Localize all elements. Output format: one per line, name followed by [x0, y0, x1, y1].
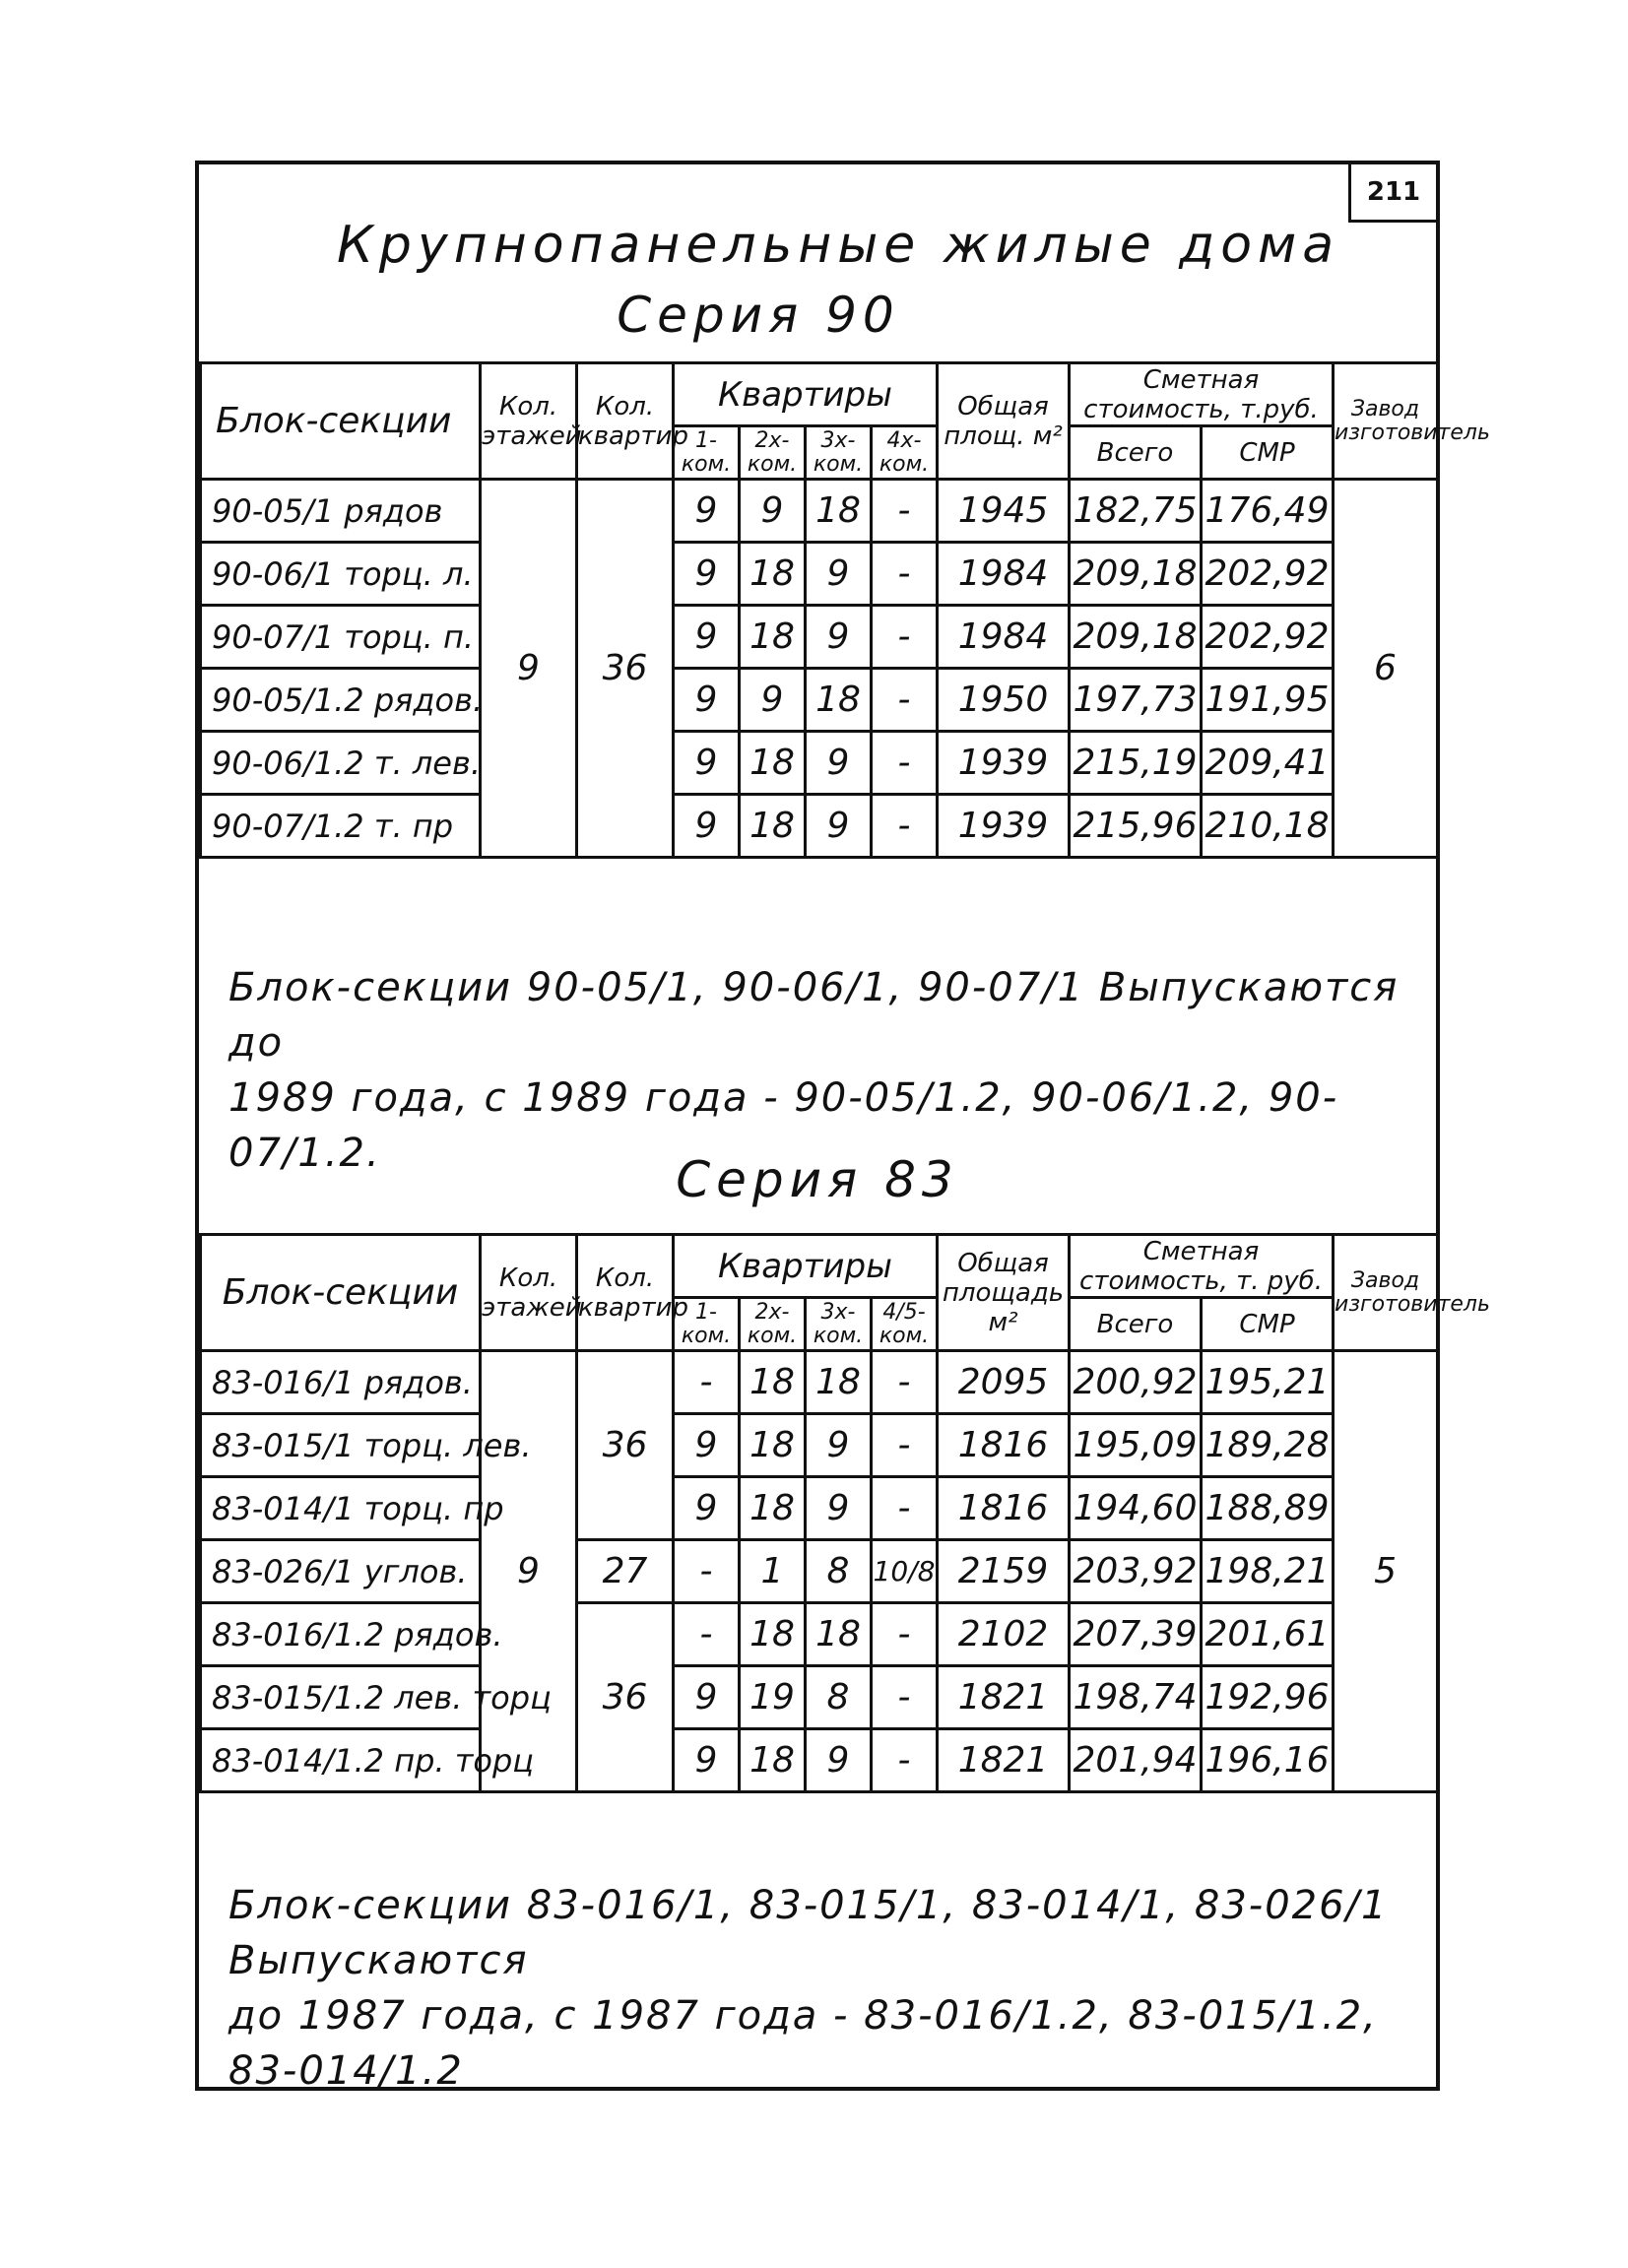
series-83-table — [199, 1233, 1490, 1793]
header-cost-smr: СМР — [1202, 1298, 1334, 1351]
header-1-room: 1-ком. — [674, 1298, 740, 1351]
r2-value: 9 — [740, 480, 806, 543]
header-apartments-count: Кол. квартир — [577, 1235, 674, 1351]
table-row — [201, 1729, 1438, 1792]
r2-value: 18 — [740, 795, 806, 858]
plant-value: 5 — [1334, 1351, 1438, 1792]
header-cost-total: Всего — [1070, 1298, 1202, 1351]
r3-value: 9 — [806, 606, 872, 669]
series-90-note-line-2: 1989 года, с 1989 года - 90-05/1.2, 90-06/1.2, 90-07/1.2. — [228, 1075, 1339, 1176]
table-row — [201, 1477, 1438, 1540]
header-4-5-room: 4/5-ком. — [872, 1298, 938, 1351]
cost-smr-value: 191,95 — [1202, 669, 1334, 732]
r2-value: 18 — [740, 606, 806, 669]
area-value: 1816 — [938, 1414, 1070, 1477]
apartments-value: 36 — [577, 1351, 674, 1540]
cost-smr-value: 202,92 — [1202, 543, 1334, 606]
r3-value: 9 — [806, 543, 872, 606]
header-total-area: Общая площадь м² — [938, 1235, 1070, 1351]
cost-smr-value: 176,49 — [1202, 480, 1334, 543]
r2-value: 1 — [740, 1540, 806, 1603]
series-83-note-line-1: Блок-секции 83-016/1, 83-015/1, 83-014/1, 83-026/1 Выпускаются — [228, 1883, 1389, 1983]
table-row — [201, 1603, 1438, 1666]
cost-smr-value: 188,89 — [1202, 1477, 1334, 1540]
r1-value: 9 — [674, 606, 740, 669]
area-value: 1984 — [938, 606, 1070, 669]
r1-value: - — [674, 1351, 740, 1414]
row-name: 90-05/1 рядов — [201, 480, 481, 543]
apartments-value: 36 — [577, 480, 674, 858]
r4-value: - — [872, 1414, 938, 1477]
cost-total-value: 197,73 — [1070, 669, 1202, 732]
r4-value: - — [872, 1477, 938, 1540]
table-row — [201, 480, 1438, 543]
r1-value: 9 — [674, 480, 740, 543]
r4-value: - — [872, 1603, 938, 1666]
cost-smr-value: 210,18 — [1202, 795, 1334, 858]
document-title: Крупнопанельные жилые дома — [337, 216, 1340, 275]
area-value: 1984 — [938, 543, 1070, 606]
header-estimated-cost: Сметная стоимость, т. руб. — [1070, 1235, 1334, 1298]
r3-value: 18 — [806, 480, 872, 543]
plant-value: 6 — [1334, 480, 1438, 858]
cost-total-value: 194,60 — [1070, 1477, 1202, 1540]
r4-value: - — [872, 606, 938, 669]
table-row — [201, 1351, 1438, 1414]
header-cost-total: Всего — [1070, 426, 1202, 480]
r4-value: - — [872, 543, 938, 606]
cost-total-value: 200,92 — [1070, 1351, 1202, 1414]
r4-value: - — [872, 1666, 938, 1729]
header-manufacturer: Завод изготовитель — [1334, 363, 1438, 480]
r3-value: 9 — [806, 732, 872, 795]
table-row — [201, 543, 1438, 606]
r2-value: 9 — [740, 669, 806, 732]
r3-value: 9 — [806, 1729, 872, 1792]
row-name: 83-015/1 торц. лев. — [201, 1414, 481, 1477]
header-1-room: 1-ком. — [674, 426, 740, 480]
r1-value: - — [674, 1603, 740, 1666]
header-apartments-group: Квартиры — [674, 1235, 938, 1298]
series-83-note — [228, 1878, 1406, 2099]
row-name: 90-07/1.2 т. пр — [201, 795, 481, 858]
r1-value: - — [674, 1540, 740, 1603]
cost-smr-value: 201,61 — [1202, 1603, 1334, 1666]
header-floors: Кол. этажей — [481, 1235, 577, 1351]
r4-value: - — [872, 795, 938, 858]
area-value: 1945 — [938, 480, 1070, 543]
r3-value: 9 — [806, 795, 872, 858]
cost-total-value: 201,94 — [1070, 1729, 1202, 1792]
series-83-heading: Серия 83 — [676, 1151, 959, 1208]
cost-total-value: 198,74 — [1070, 1666, 1202, 1729]
r2-value: 18 — [740, 1414, 806, 1477]
row-name: 90-06/1 торц. л. — [201, 543, 481, 606]
r4-value: - — [872, 669, 938, 732]
table-row — [201, 669, 1438, 732]
row-name: 83-026/1 углов. — [201, 1540, 481, 1603]
r2-value: 18 — [740, 543, 806, 606]
area-value: 1816 — [938, 1477, 1070, 1540]
header-block-sections: Блок-секции — [201, 1235, 481, 1351]
header-floors: Кол. этажей — [481, 363, 577, 480]
cost-total-value: 209,18 — [1070, 606, 1202, 669]
cost-smr-value: 189,28 — [1202, 1414, 1334, 1477]
r4-value: - — [872, 480, 938, 543]
r2-value: 18 — [740, 732, 806, 795]
cost-total-value: 209,18 — [1070, 543, 1202, 606]
series-90-note-line-1: Блок-секции 90-05/1, 90-06/1, 90-07/1 Выпускаются до — [228, 965, 1400, 1066]
header-manufacturer: Завод изготовитель — [1334, 1235, 1438, 1351]
table-row — [201, 795, 1438, 858]
cost-smr-value: 202,92 — [1202, 606, 1334, 669]
cost-total-value: 207,39 — [1070, 1603, 1202, 1666]
row-name: 83-014/1.2 пр. торц — [201, 1729, 481, 1792]
series-90-note — [228, 960, 1406, 1181]
header-apartments-group: Квартиры — [674, 363, 938, 426]
apartments-value: 36 — [577, 1603, 674, 1792]
header-block-sections: Блок-секции — [201, 363, 481, 480]
r2-value: 18 — [740, 1351, 806, 1414]
series-90-heading: Серия 90 — [617, 287, 900, 344]
cost-smr-value: 192,96 — [1202, 1666, 1334, 1729]
r1-value: 9 — [674, 1729, 740, 1792]
header-cost-smr: СМР — [1202, 426, 1334, 480]
area-value: 1939 — [938, 795, 1070, 858]
area-value: 2102 — [938, 1603, 1070, 1666]
series-90-table — [199, 361, 1490, 859]
header-2-room: 2х-ком. — [740, 426, 806, 480]
r3-value: 18 — [806, 1603, 872, 1666]
title-block — [199, 164, 1436, 361]
r1-value: 9 — [674, 1477, 740, 1540]
row-name: 90-05/1.2 рядов. — [201, 669, 481, 732]
apartments-value: 27 — [577, 1540, 674, 1603]
area-value: 2095 — [938, 1351, 1070, 1414]
area-value: 2159 — [938, 1540, 1070, 1603]
header-3-room: 3х-ком. — [806, 1298, 872, 1351]
area-value: 1950 — [938, 669, 1070, 732]
cost-total-value: 215,96 — [1070, 795, 1202, 858]
table-row — [201, 1540, 1438, 1603]
r2-value: 18 — [740, 1729, 806, 1792]
cost-total-value: 195,09 — [1070, 1414, 1202, 1477]
r4-value: - — [872, 732, 938, 795]
r4-value: 10/8 — [872, 1540, 938, 1603]
table-row — [201, 606, 1438, 669]
r4-value: - — [872, 1351, 938, 1414]
floors-value: 9 — [481, 1351, 577, 1792]
cost-smr-value: 209,41 — [1202, 732, 1334, 795]
row-name: 90-06/1.2 т. лев. — [201, 732, 481, 795]
header-4-room: 4х-ком. — [872, 426, 938, 480]
header-total-area: Общая площ. м² — [938, 363, 1070, 480]
r1-value: 9 — [674, 1666, 740, 1729]
header-3-room: 3х-ком. — [806, 426, 872, 480]
cost-smr-value: 198,21 — [1202, 1540, 1334, 1603]
table-row — [201, 1414, 1438, 1477]
r1-value: 9 — [674, 732, 740, 795]
r3-value: 9 — [806, 1477, 872, 1540]
r1-value: 9 — [674, 543, 740, 606]
floors-value: 9 — [481, 480, 577, 858]
table-row — [201, 732, 1438, 795]
row-name: 83-016/1.2 рядов. — [201, 1603, 481, 1666]
cost-total-value: 203,92 — [1070, 1540, 1202, 1603]
row-name: 83-015/1.2 лев. торц — [201, 1666, 481, 1729]
row-name: 83-014/1 торц. пр — [201, 1477, 481, 1540]
r1-value: 9 — [674, 669, 740, 732]
r4-value: - — [872, 1729, 938, 1792]
table-row — [201, 1666, 1438, 1729]
series-83-note-line-2: до 1987 года, с 1987 года - 83-016/1.2, 83-015/1.2, 83-014/1.2 — [228, 1993, 1378, 2094]
header-apartments-count: Кол. квартир — [577, 363, 674, 480]
r3-value: 8 — [806, 1540, 872, 1603]
r1-value: 9 — [674, 795, 740, 858]
r2-value: 18 — [740, 1603, 806, 1666]
area-value: 1821 — [938, 1729, 1070, 1792]
r3-value: 18 — [806, 1351, 872, 1414]
cost-total-value: 215,19 — [1070, 732, 1202, 795]
r3-value: 18 — [806, 669, 872, 732]
page-number: 211 — [1348, 164, 1436, 223]
r2-value: 18 — [740, 1477, 806, 1540]
r1-value: 9 — [674, 1414, 740, 1477]
cost-smr-value: 196,16 — [1202, 1729, 1334, 1792]
document-sheet — [195, 161, 1490, 2094]
area-value: 1939 — [938, 732, 1070, 795]
area-value: 1821 — [938, 1666, 1070, 1729]
cost-total-value: 182,75 — [1070, 480, 1202, 543]
r2-value: 19 — [740, 1666, 806, 1729]
row-name: 90-07/1 торц. п. — [201, 606, 481, 669]
header-estimated-cost: Сметная стоимость, т.руб. — [1070, 363, 1334, 426]
cost-smr-value: 195,21 — [1202, 1351, 1334, 1414]
r3-value: 9 — [806, 1414, 872, 1477]
header-2-room: 2х-ком. — [740, 1298, 806, 1351]
row-name: 83-016/1 рядов. — [201, 1351, 481, 1414]
r3-value: 8 — [806, 1666, 872, 1729]
